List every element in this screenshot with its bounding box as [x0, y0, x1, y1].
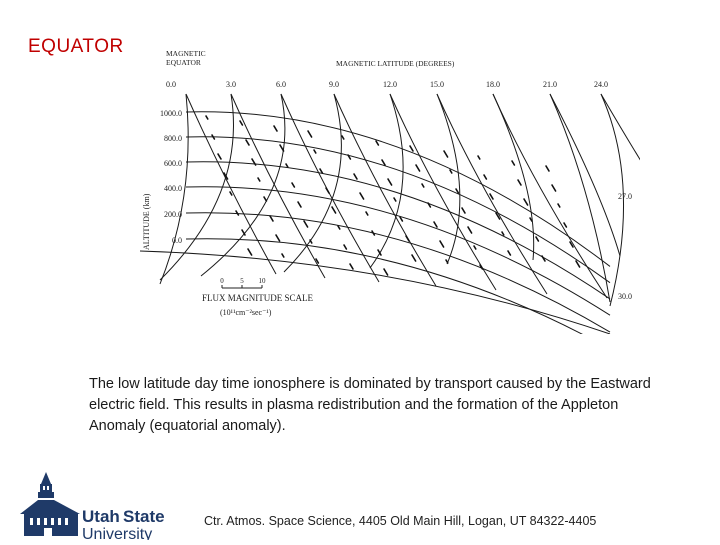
field-line	[493, 94, 534, 260]
flux-vector	[410, 146, 413, 151]
logo-name-state: State	[123, 507, 165, 526]
flux-vector	[258, 178, 260, 181]
scale-title: FLUX MAGNITUDE SCALE	[202, 293, 313, 303]
flux-vector	[342, 136, 344, 139]
footer-address: Ctr. Atmos. Space Science, 4405 Old Main Hill, Logan, UT 84322-4405	[204, 514, 597, 528]
top-axis-tick: 15.0	[430, 80, 444, 89]
flux-vector	[270, 216, 273, 221]
flux-vector	[446, 260, 448, 263]
logo-name-utah: Utah	[82, 507, 120, 526]
flux-vector	[248, 249, 252, 255]
flux-vector	[286, 164, 288, 167]
flux-vector	[502, 232, 504, 235]
top-axis-label: MAGNETIC LATITUDE (DEGREES)	[336, 59, 455, 68]
y-axis-tick: 200.0	[164, 210, 182, 219]
flux-vector	[308, 131, 312, 137]
field-line	[231, 94, 325, 278]
top-axis-tick: 24.0	[594, 80, 608, 89]
y-axis-tick: 1000.0	[160, 109, 182, 118]
flux-vector	[274, 126, 277, 131]
flux-diagram	[140, 44, 640, 334]
top-axis-tick: 18.0	[486, 80, 500, 89]
flux-vector	[292, 183, 294, 187]
right-label: 30.0	[618, 292, 632, 301]
top-axis-tick: 6.0	[276, 80, 286, 89]
flux-vector	[576, 261, 580, 267]
flux-vector	[558, 204, 560, 207]
flux-vector	[478, 156, 480, 159]
field-line	[550, 94, 610, 302]
flux-vector	[468, 227, 472, 233]
flux-vector	[450, 170, 452, 173]
field-line	[281, 94, 379, 282]
flux-vector	[480, 265, 482, 269]
flux-vector	[230, 192, 232, 195]
flux-vector	[350, 264, 353, 269]
flux-vector	[416, 165, 420, 171]
right-label: 27.0	[618, 192, 632, 201]
flux-vector	[282, 254, 284, 257]
flux-vector	[310, 240, 312, 243]
flux-vector	[440, 241, 444, 247]
flux-vector	[456, 189, 458, 193]
flux-vector	[366, 212, 368, 215]
flux-vector	[462, 208, 465, 213]
flux-vector	[344, 245, 346, 249]
logo-name-university: University	[82, 526, 153, 540]
flux-vector	[546, 166, 549, 171]
utah-state-logo	[20, 470, 195, 540]
flux-scale	[202, 277, 313, 317]
y-axis-label: ALTITUDE (km)	[142, 193, 151, 250]
flux-vector	[508, 251, 510, 255]
figure-caption: The low latitude day time ionosphere is dominated by transport caused by the Eastward electric field. This results in plasma redistribution and the formation of the Appleton Anomaly (equatorial anomaly).	[89, 376, 651, 434]
flux-vector	[338, 226, 340, 229]
scale-tick: 5	[240, 277, 244, 285]
flux-vector	[484, 175, 486, 179]
flux-vector	[434, 222, 437, 227]
flux-vector	[536, 237, 538, 241]
flux-vector	[212, 135, 214, 139]
flux-vector	[240, 121, 242, 125]
flux-vector	[490, 194, 493, 199]
flux-vector	[320, 169, 322, 173]
y-axis-tick: 800.0	[164, 134, 182, 143]
old-main-tower-icon	[20, 472, 80, 536]
flux-vector	[388, 179, 392, 185]
flux-vector	[276, 235, 280, 241]
flux-vector	[246, 140, 249, 145]
flux-vector	[552, 185, 556, 191]
magnetic-equator-label-1: MAGNETIC	[166, 49, 206, 58]
flux-vector	[412, 255, 416, 261]
flux-vector	[218, 154, 221, 159]
field-line	[493, 94, 607, 298]
flux-vector	[236, 211, 238, 215]
flux-vector	[394, 198, 396, 201]
field-line	[601, 94, 640, 252]
flux-vector	[280, 145, 284, 151]
top-axis-tick: 12.0	[383, 80, 397, 89]
flux-vector	[384, 269, 388, 275]
flux-vector	[376, 141, 378, 145]
flux-vector	[360, 193, 364, 199]
field-line	[370, 94, 403, 268]
flux-vector	[264, 197, 266, 201]
flux-vector	[474, 246, 476, 249]
y-axis-tick: 0.0	[172, 236, 182, 245]
flux-vector	[298, 202, 301, 207]
y-axis-tick: 400.0	[164, 184, 182, 193]
field-line	[437, 94, 547, 294]
field-line	[390, 94, 496, 290]
flux-vector	[524, 199, 528, 205]
top-axis-tick: 3.0	[226, 80, 236, 89]
y-axis-tick: 600.0	[164, 159, 182, 168]
slide-title: EQUATOR	[28, 36, 124, 57]
flux-vector	[564, 223, 566, 227]
top-axis-tick: 9.0	[329, 80, 339, 89]
flux-vector	[518, 180, 521, 185]
flux-vector	[422, 184, 424, 187]
flux-vector	[206, 116, 208, 119]
top-axis-tick: 21.0	[543, 80, 557, 89]
flux-vector	[304, 221, 308, 227]
flux-vector	[332, 207, 336, 213]
flux-vector	[314, 150, 316, 153]
flux-vector	[512, 161, 514, 165]
flux-vector	[530, 218, 532, 221]
magnetic-equator-label-2: EQUATOR	[166, 58, 201, 67]
scale-tick: 10	[258, 277, 266, 285]
scale-tick: 0	[220, 277, 224, 285]
field-line	[186, 94, 276, 274]
scale-units: (10¹¹cm⁻²sec⁻¹)	[220, 308, 272, 317]
flux-vector	[444, 151, 448, 157]
flux-vector	[382, 160, 385, 165]
flux-vector	[354, 174, 357, 179]
field-line	[334, 94, 436, 286]
flux-vector	[372, 231, 374, 235]
flux-vector	[400, 217, 402, 221]
top-axis-tick: 0.0	[166, 80, 176, 89]
